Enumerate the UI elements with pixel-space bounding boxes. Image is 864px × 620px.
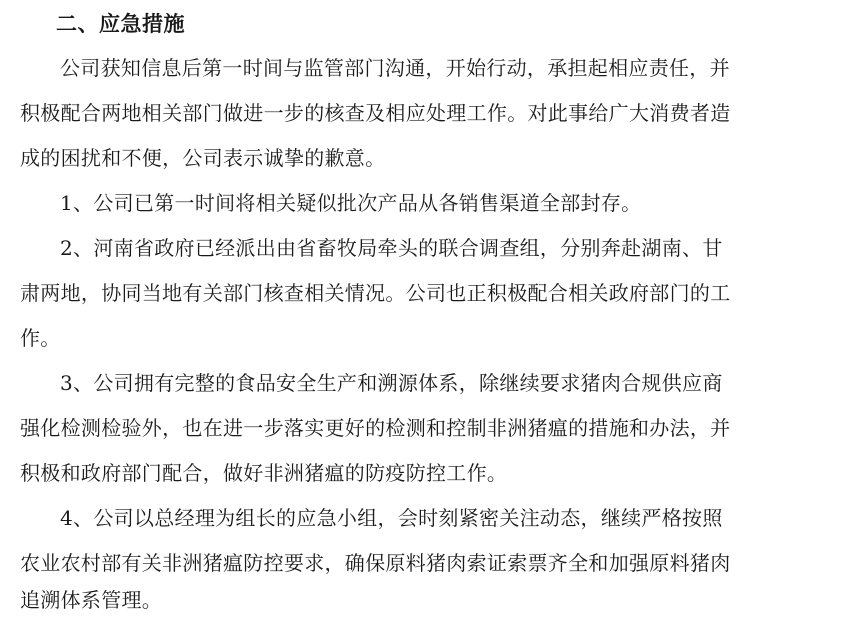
paragraph-1-line-2: 积极配合两地相关部门做进一步的核查及相应处理工作。对此事给广大消费者造	[20, 101, 731, 125]
item-2-line-2: 肃两地，协同当地有关部门核查相关情况。公司也正积极配合相关政府部门的工	[20, 281, 731, 305]
item-3-line-2: 强化检测检验外，也在进一步落实更好的检测和控制非洲猪瘟的措施和办法，并	[20, 416, 731, 440]
item-3-line-3: 积极和政府部门配合，做好非洲猪瘟的防疫防控工作。	[20, 461, 508, 485]
paragraph-1-line-3: 成的困扰和不便，公司表示诚挚的歉意。	[20, 146, 386, 170]
item-3-line-1: 3、公司拥有完整的食品安全生产和溯源体系，除继续要求猪肉合规供应商	[60, 371, 723, 395]
item-4-line-3: 追溯体系管理。	[20, 588, 163, 612]
item-1-line-1: 1、公司已第一时间将相关疑似批次产品从各销售渠道全部封存。	[60, 191, 642, 215]
item-2-line-3: 作。	[20, 326, 61, 350]
item-4-line-2: 农业农村部有关非洲猪瘟防控要求，确保原料猪肉索证索票齐全和加强原料猪肉	[20, 551, 731, 575]
item-4-line-1: 4、公司以总经理为组长的应急小组，会时刻紧密关注动态，继续严格按照	[60, 506, 723, 530]
section-heading: 二、应急措施	[56, 12, 185, 36]
paragraph-1-line-1: 公司获知信息后第一时间与监管部门沟通，开始行动，承担起相应责任，并	[60, 56, 730, 80]
item-2-line-1: 2、河南省政府已经派出由省畜牧局牵头的联合调查组，分别奔赴湖南、甘	[60, 236, 723, 260]
